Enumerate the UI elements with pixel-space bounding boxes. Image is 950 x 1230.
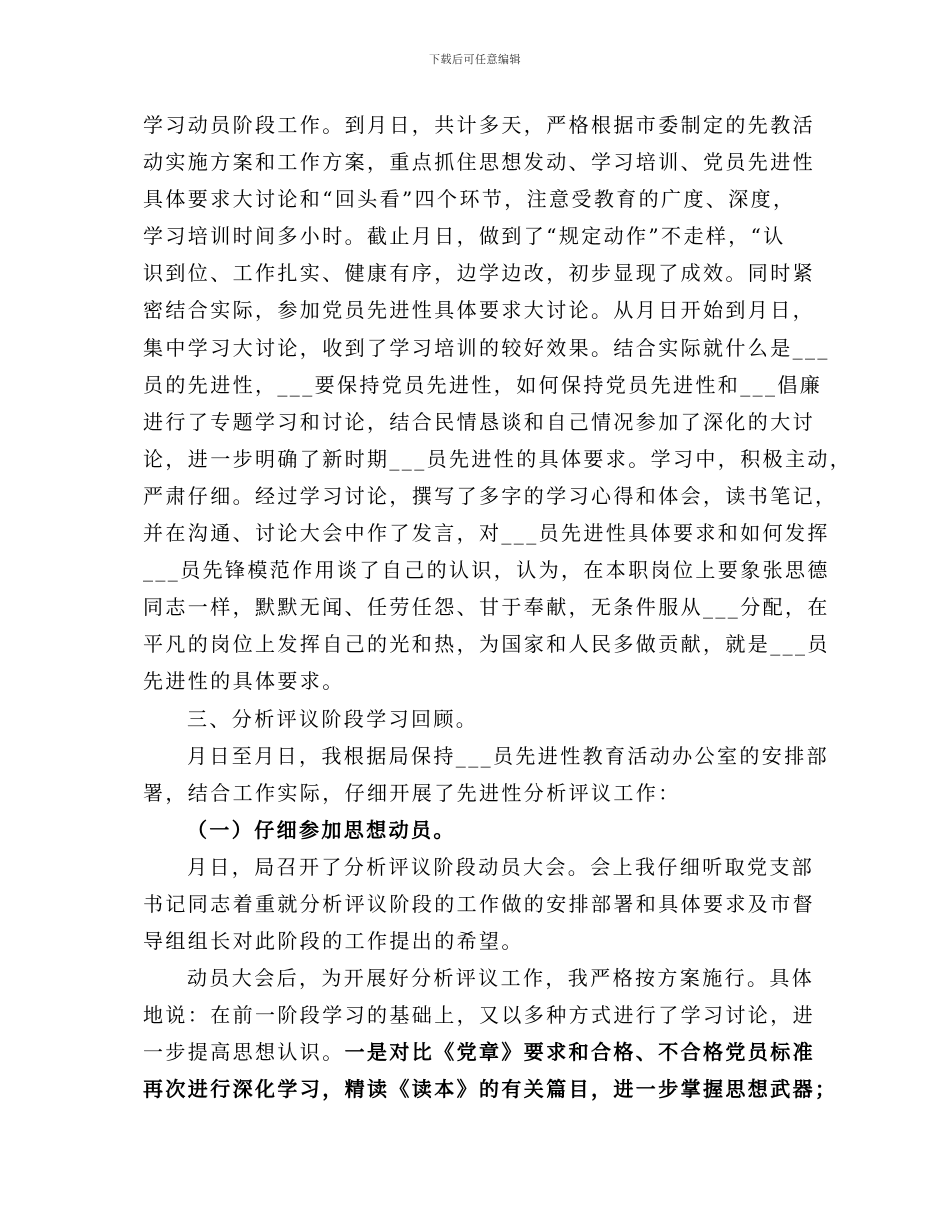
document-body [143,107,853,1109]
body-line: 密结合实际，参加党员先进性具体要求大讨论。从月日开始到月日， [143,298,815,323]
body-line: 识到位、工作扎实、健康有序，边学边改，初步显现了成效。同时紧 [143,261,815,286]
subsection-heading: （一）仔细参加思想动员。 [187,817,456,842]
body-line: 动实施方案和工作方案，重点抓住思想发动、学习培训、党员先进性 [143,150,815,175]
body-line: 同志一样，默默无闻、任劳任怨、甘于奉献，无条件服从___分配，在 [143,595,830,620]
body-line: 严肃仔细。经过学习讨论，撰写了多字的学习心得和体会，读书笔记， [143,483,838,508]
body-line: 署，结合工作实际，仔细开展了先进性分析评议工作： [143,780,681,805]
body-line: 具体要求大讨论和“回头看”四个环节，注意受教育的广度、深度， [143,187,796,212]
page-header: 下载后可任意编辑 [429,53,521,66]
paragraph-first-line: 月日，局召开了分析评议阶段动员大会。会上我仔细听取党支部 [187,854,815,879]
paragraph-first-line: 动员大会后，为开展好分析评议工作，我严格按方案施行。具体 [187,966,815,991]
body-line-mixed [143,1034,823,1071]
body-line: 学习动员阶段工作。到月日，共计多天，严格根据市委制定的先教活 [143,113,815,137]
body-line: ___员先锋模范作用谈了自己的认识，认为，在本职岗位上要象张思德 [143,558,830,583]
body-line: 平凡的岗位上发挥自己的光和热，为国家和人民多做贡献，就是___员 [143,632,830,657]
body-line: 论，进一步明确了新时期___员先进性的具体要求。学习中，积极主动， [143,446,853,471]
body-line: 先进性的具体要求。 [143,669,345,694]
section-heading: 三、分析评议阶段学习回顾。 [187,706,479,731]
body-line: 书记同志着重就分析评议阶段的工作做的安排部署和具体要求及市督 [143,891,815,916]
body-line: 导组组长对此阶段的工作提出的希望。 [143,929,524,954]
body-line: 并在沟通、讨论大会中作了发言，对___员先进性具体要求和如何发挥 [143,521,830,546]
bold-text: 一是对比《党章》要求和合格、不合格党员标准 [344,1040,816,1065]
body-line: 学习培训时间多小时。截止月日，做到了“规定动作”不走样，“认 [143,224,786,249]
body-line: 集中学习大讨论，收到了学习培训的较好效果。结合实际就什么是___ [143,335,830,360]
body-line: 进行了专题学习和讨论，结合民情恳谈和自己情况参加了深化的大讨 [143,409,815,434]
body-line: 员的先进性，___要保持党员先进性，如何保持党员先进性和___倡廉 [143,372,823,397]
body-line: 地说：在前一阶段学习的基础上，又以多种方式进行了学习讨论，进 [143,1003,815,1028]
paragraph-first-line: 月日至月日，我根据局保持___员先进性教育活动办公室的安排部 [187,743,829,768]
bold-line: 再次进行深化学习，精读《读本》的有关篇目，进一步掌握思想武器； [143,1077,838,1102]
plain-text: 一步提高思想认识。 [143,1040,345,1065]
